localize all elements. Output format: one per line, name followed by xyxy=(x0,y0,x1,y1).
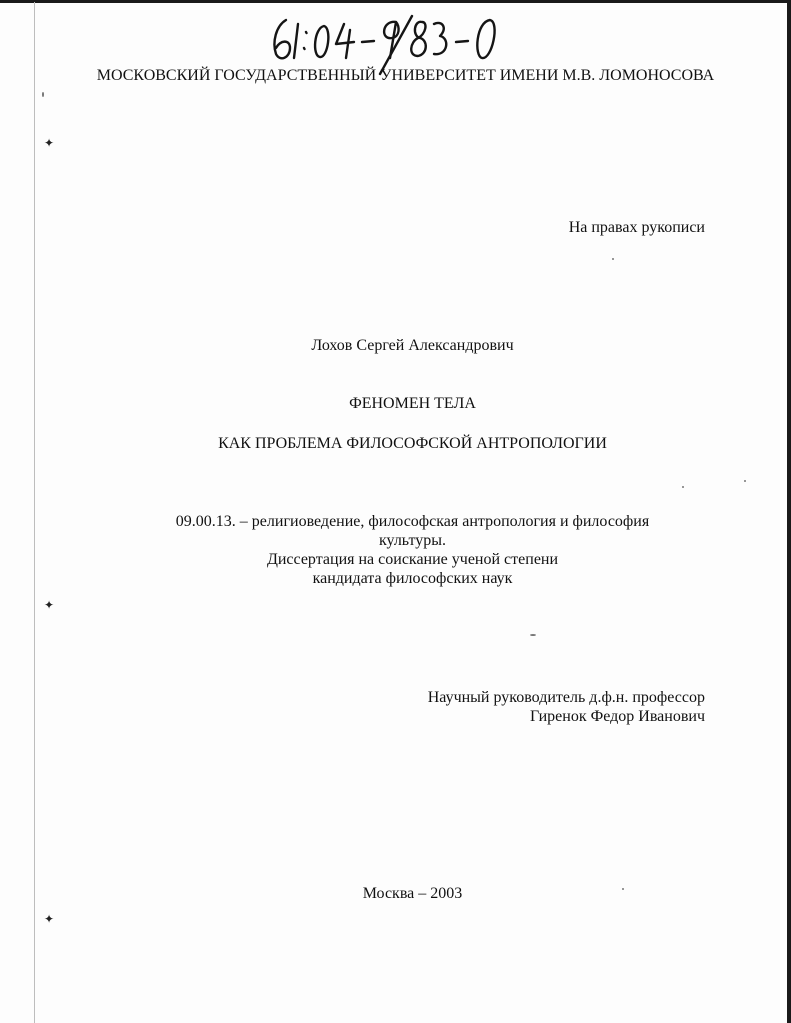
university-name: МОСКОВСКИЙ ГОСУДАРСТВЕННЫЙ УНИВЕРСИТЕТ ИМЕНИ М.В. ЛОМОНОСОВА xyxy=(96,67,715,84)
specialty-code-line: 09.00.13. – религиоведение, философская антропология и философия xyxy=(175,513,650,530)
binding-mark-icon: ✦ xyxy=(44,136,55,150)
degree-line-2: кандидата философских наук xyxy=(312,570,513,587)
binding-mark-icon: ✦ xyxy=(44,598,55,612)
handwritten-catalog-number-drawing xyxy=(268,12,508,62)
specialty-code-continuation: культуры. xyxy=(378,532,447,549)
scan-speck xyxy=(42,92,44,97)
scan-speck xyxy=(682,486,684,488)
degree-line-1: Диссертация на соискание ученой степени xyxy=(266,551,559,568)
scan-speck xyxy=(744,480,746,482)
scan-edge-top xyxy=(0,0,791,3)
rights-note: На правах рукописи xyxy=(568,219,705,236)
binding-mark-icon: ✦ xyxy=(44,912,55,926)
scan-speck xyxy=(622,888,624,890)
city-year: Москва – 2003 xyxy=(362,885,463,902)
author-name: Лохов Сергей Александрович xyxy=(311,337,514,354)
thesis-title-line-1: ФЕНОМЕН ТЕЛА xyxy=(349,395,476,412)
scan-speck xyxy=(612,258,614,260)
scan-speck xyxy=(530,634,536,636)
supervisor-title: Научный руководитель д.ф.н. профессор xyxy=(427,689,705,706)
supervisor-name: Гиренок Федор Иванович xyxy=(529,708,705,725)
handwritten-catalog-number xyxy=(268,12,508,62)
thesis-title-line-2: КАК ПРОБЛЕМА ФИЛОСОФСКОЙ АНТРОПОЛОГИИ xyxy=(218,435,607,452)
